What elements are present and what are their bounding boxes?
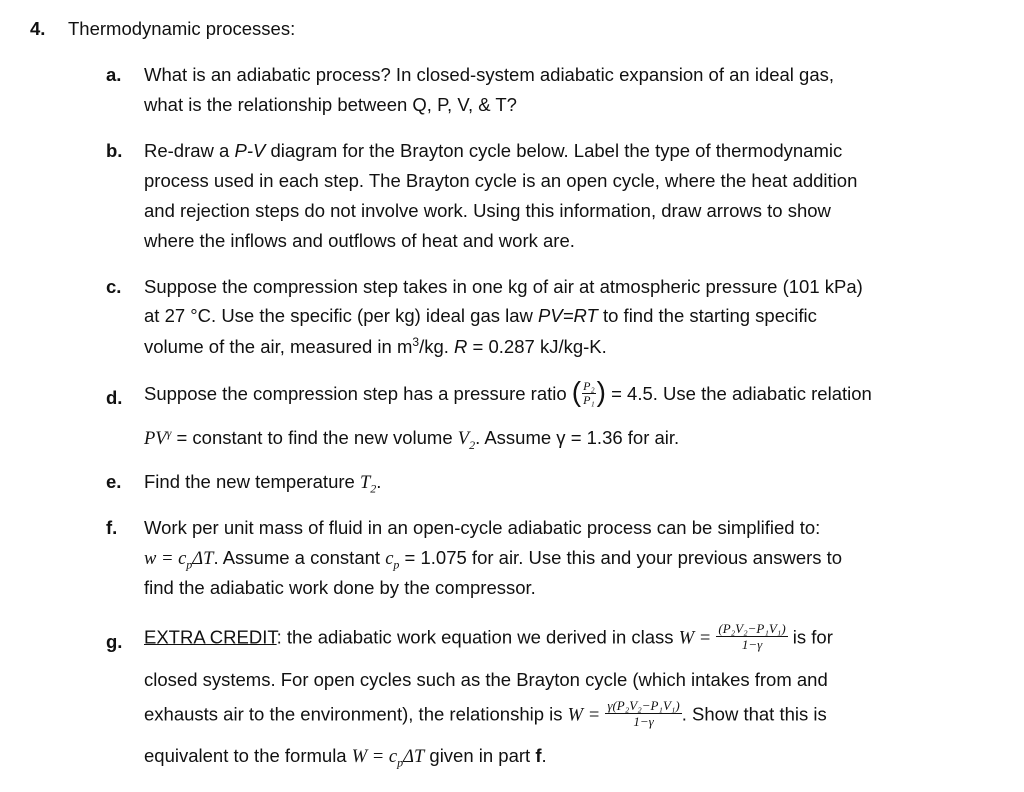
part-a-line2: what is the relationship between Q, P, V, & T? xyxy=(144,94,517,115)
part-g-line4: equivalent to the formula $W = c_p\Delta T$ given in part f. xyxy=(144,745,547,770)
question-title: Thermodynamic processes: xyxy=(68,18,296,39)
part-d-line2: $PV^\gamma$ = constant to find the new volume $V_2$. Assume γ = 1.36 for air. xyxy=(144,426,680,452)
part-f-line2: $w = c_p\Delta T$. Assume a constant $c_p = 1.075$ for air. Use this and your previous answers to xyxy=(144,547,843,572)
part-g-line1: EXTRA CREDIT: the adiabatic work equation we derived in class W = $\frac{\text{(P₂V₂−P₁V₁)}}{1-\gamma}$ is for xyxy=(144,621,833,652)
part-b-label: b. xyxy=(106,140,123,161)
part-d-label: d. xyxy=(106,387,123,408)
part-c-line3: volume of the air, measured in $m^3/kg$. R = 0.287 kJ/kg-K. xyxy=(144,335,607,358)
part-e-line1: Find the new temperature $T_2$. xyxy=(144,471,382,496)
part-a-label: a. xyxy=(106,64,122,85)
question-number: 4. xyxy=(30,18,46,39)
part-e-label: e. xyxy=(106,471,122,492)
part-b-line3: and rejection steps do not involve work. Using this information, draw arrows to show xyxy=(144,200,831,221)
part-f-line1: Work per unit mass of fluid in an open-cycle adiabatic process can be simplified to: xyxy=(144,517,821,538)
open-work-fraction: $\frac{\text{γ(P₂V₂−P₁V₁)}}{1-\gamma}$ xyxy=(607,698,680,729)
part-c-line2: at 27 °C. Use the specific (per kg) ideal gas law PV=RT to find the starting specific xyxy=(144,305,817,326)
part-g-line2: closed systems. For open cycles such as the Brayton cycle (which intakes from and xyxy=(144,669,828,690)
part-c-line1: Suppose the compression step takes in one kg of air at atmospheric pressure (101 kPa) xyxy=(144,276,863,297)
part-g-label: g. xyxy=(106,631,123,652)
part-b-line1: Re-draw a P-V diagram for the Brayton cycle below. Label the type of thermodynamic xyxy=(144,140,843,161)
part-a-line1: What is an adiabatic process? In closed-system adiabatic expansion of an ideal gas, xyxy=(144,64,835,85)
pressure-ratio-fraction: $\frac{\text{P₂}}{\text{P₁}}$ xyxy=(583,378,595,407)
part-f-label: f. xyxy=(106,517,118,538)
part-g-line3: exhausts air to the environment), the relationship is W = $\frac{\text{γ(P₂V₂−P₁V₁)}}{1-\gamma}$ . Show that this is xyxy=(144,698,827,729)
extra-credit-label: EXTRA CREDIT xyxy=(144,626,277,648)
part-b-line4: where the inflows and outflows of heat and work are. xyxy=(144,230,575,251)
part-d-line1: Suppose the compression step has a pressure ratio ( $\frac{\text{P₂}}{\text{P₁}}$ ) = 4.5. Use the adiabatic relation xyxy=(144,376,872,407)
part-c-label: c. xyxy=(106,276,122,297)
closed-work-fraction: $\frac{\text{(P₂V₂−P₁V₁)}}{1-\gamma}$ xyxy=(718,621,786,652)
part-f-line3: find the adiabatic work done by the compressor. xyxy=(144,577,536,598)
part-b-line2: process used in each step. The Brayton cycle is an open cycle, where the heat addition xyxy=(144,170,858,191)
